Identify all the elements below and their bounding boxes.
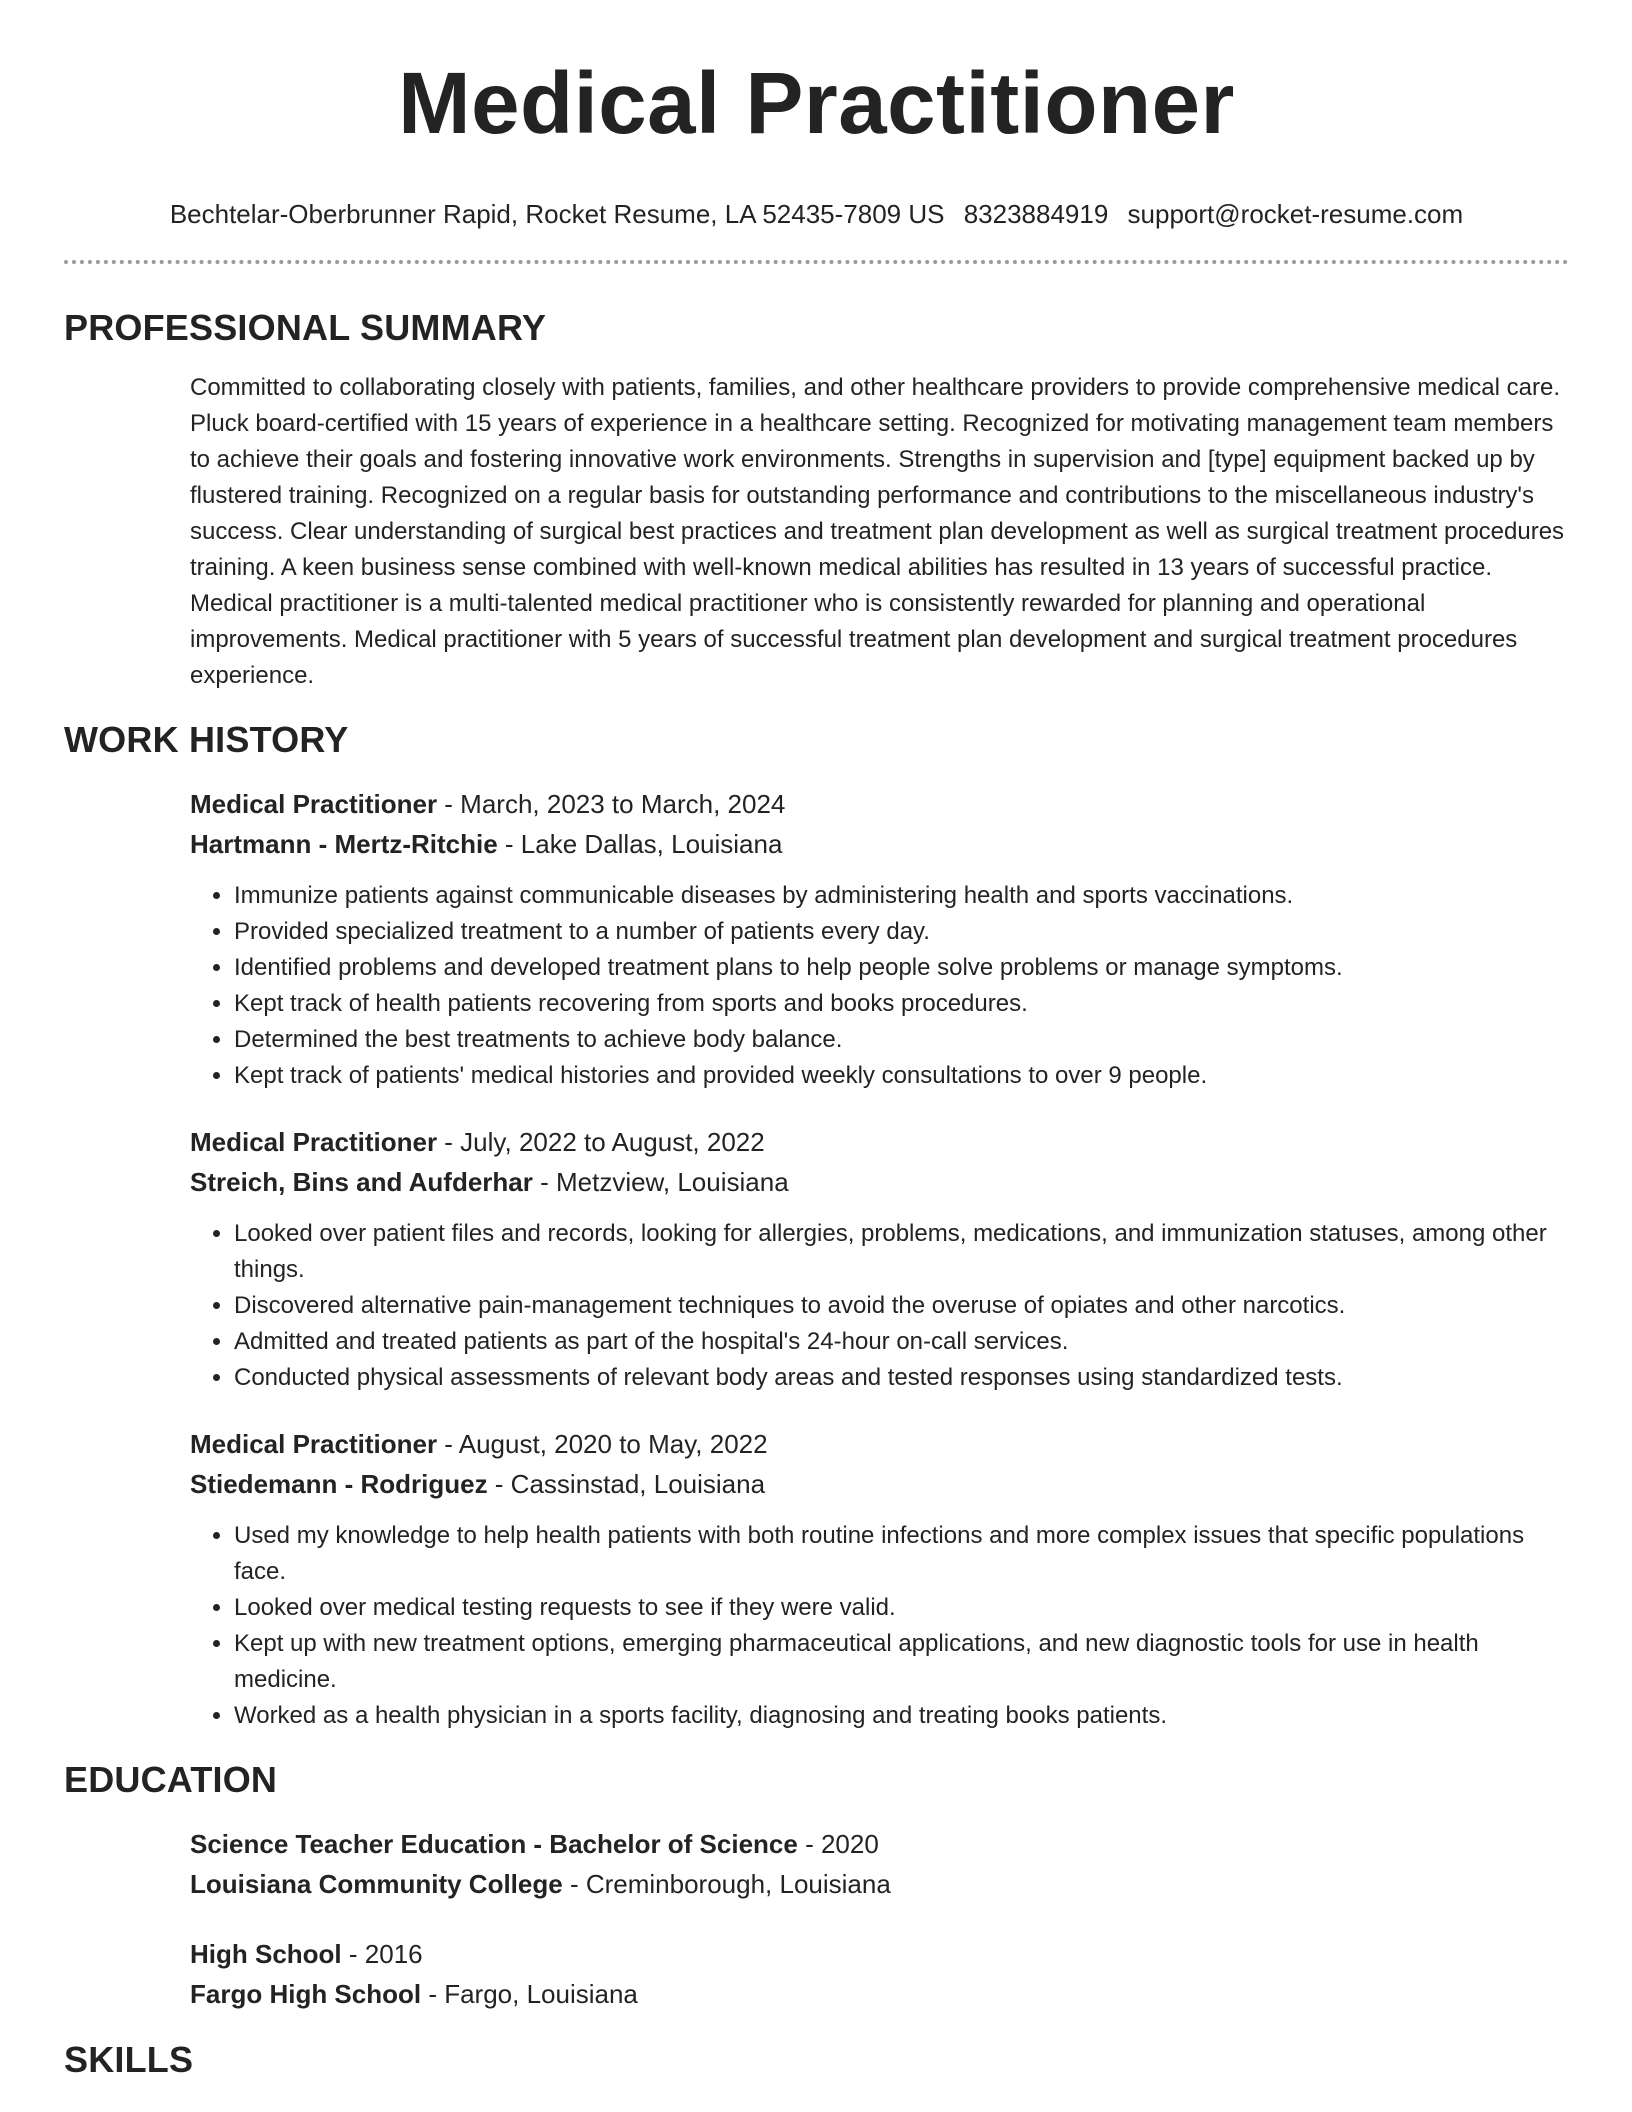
summary-text: Committed to collaborating closely with patients, families, and other healthcare providers to provide comprehensive medical care. Pluck board-certified with 15 years of experience in a healthcare setting. Recognized for motivating management team members to achieve their goals and fostering innovative work environments. Strengths in supervision and [type] equipment backed up by flustered training. Recognized on a regular basis for outstanding performance and contributions to the miscellaneous industry's success. Clear understanding of surgical best practices and treatment plan development as well as surgical treatment procedures training. A keen business sense combined with well-known medical abilities has resulted in 13 years of successful practice. Medical practitioner is a multi-talented medical practitioner who is consistently rewarded for planning and operational improvements. Medical practitioner with 5 years of successful treatment plan development and surgical treatment procedures experience. [190, 374, 1565, 689]
education-school: Louisiana Community College [190, 1869, 563, 1899]
contact-phone: 8323884919 [963, 199, 1109, 229]
bullet-item: • Immunize patients against communicable diseases by administering health and sports vaccinations. [234, 878, 1569, 914]
job-employer-line [190, 1464, 1569, 1504]
job-dates: - August, 2020 to May, 2022 [437, 1429, 768, 1459]
job-title-line [190, 1424, 1569, 1464]
contact-line [64, 198, 1569, 230]
education-section [64, 1758, 1569, 2014]
section-title-summary: PROFESSIONAL SUMMARY [64, 307, 547, 348]
bullet-item: • Kept track of patients' medical histories and provided weekly consultations to over 9 people. [234, 1058, 1569, 1094]
education-degree: High School [190, 1939, 342, 1969]
contact-email: support@rocket-resume.com [1127, 199, 1464, 229]
skills-section [64, 2038, 1569, 2082]
section-title-education: EDUCATION [64, 1759, 278, 1800]
bullet-item: • Kept up with new treatment options, emerging pharmaceutical applications, and new diagnostic tools for use in health medicine. [234, 1626, 1569, 1698]
bullet-item: • Admitted and treated patients as part of the hospital's 24-hour on-call services. [234, 1324, 1569, 1360]
resume-name: Medical Practitioner [398, 55, 1235, 152]
bullet-item: • Provided specialized treatment to a number of patients every day. [234, 914, 1569, 950]
summary-section [64, 306, 1569, 694]
education-school: Fargo High School [190, 1979, 422, 2009]
job-employer-line [190, 1162, 1569, 1202]
section-title-work: WORK HISTORY [64, 719, 349, 760]
job-employer: Stiedemann - Rodriguez [190, 1469, 488, 1499]
bullet-item: • Identified problems and developed treatment plans to help people solve problems or manage symptoms. [234, 950, 1569, 986]
job-bullets [190, 878, 1569, 1094]
education-year: - 2016 [341, 1939, 423, 1969]
work-section [64, 718, 1569, 1734]
job-bullets [190, 1518, 1569, 1734]
bullet-item: • Discovered alternative pain-management techniques to avoid the overuse of opiates and other narcotics. [234, 1288, 1569, 1324]
bullet-item: • Conducted physical assessments of relevant body areas and tested responses using standardized tests. [234, 1360, 1569, 1396]
contact-address: Bechtelar-Oberbrunner Rapid, Rocket Resume, LA 52435-7809 US [169, 199, 945, 229]
job-entry [64, 1122, 1569, 1396]
job-role: Medical Practitioner [190, 1429, 438, 1459]
education-location: - Creminborough, Louisiana [562, 1869, 891, 1899]
education-year: - 2020 [797, 1829, 879, 1859]
job-employer: Streich, Bins and Aufderhar [190, 1167, 533, 1197]
job-role: Medical Practitioner [190, 1127, 438, 1157]
education-degree-line [190, 1934, 1569, 1974]
bullet-item: • Looked over medical testing requests to see if they were valid. [234, 1590, 1569, 1626]
job-dates: - March, 2023 to March, 2024 [437, 789, 786, 819]
education-degree-line [190, 1824, 1569, 1864]
job-title-line [190, 784, 1569, 824]
bullet-item: • Looked over patient files and records, looking for allergies, problems, medications, and immunization statuses, among other things. [234, 1216, 1569, 1288]
education-entry [64, 1934, 1569, 2014]
education-school-line [190, 1974, 1569, 2014]
job-dates: - July, 2022 to August, 2022 [437, 1127, 765, 1157]
bullet-item: • Determined the best treatments to achieve body balance. [234, 1022, 1569, 1058]
section-title-skills: SKILLS [64, 2039, 194, 2080]
job-entry [64, 1424, 1569, 1734]
job-role: Medical Practitioner [190, 789, 438, 819]
bullet-item: • Kept track of health patients recovering from sports and books procedures. [234, 986, 1569, 1022]
job-location: - Cassinstad, Louisiana [487, 1469, 766, 1499]
job-bullets [190, 1216, 1569, 1396]
job-entry [64, 784, 1569, 1094]
job-location: - Metzview, Louisiana [532, 1167, 789, 1197]
job-title-line [190, 1122, 1569, 1162]
bullet-item: • Used my knowledge to help health patients with both routine infections and more complex issues that specific populations face. [234, 1518, 1569, 1590]
header-divider [64, 260, 1569, 264]
education-location: - Fargo, Louisiana [421, 1979, 638, 2009]
job-employer: Hartmann - Mertz-Ritchie [190, 829, 498, 859]
job-location: - Lake Dallas, Louisiana [497, 829, 783, 859]
education-school-line [190, 1864, 1569, 1904]
bullet-item: • Worked as a health physician in a sports facility, diagnosing and treating books patients. [234, 1698, 1569, 1734]
job-employer-line [190, 824, 1569, 864]
education-entry [64, 1824, 1569, 1904]
education-degree: Science Teacher Education - Bachelor of Science [190, 1829, 798, 1859]
